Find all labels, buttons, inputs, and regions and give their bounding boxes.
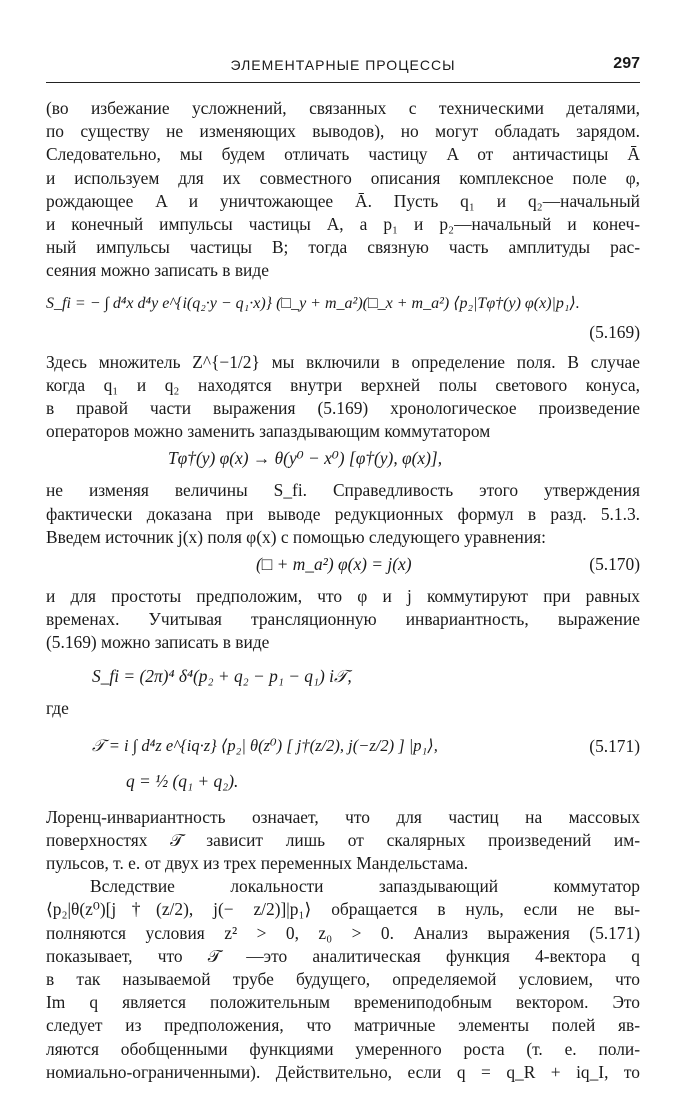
text-line: ляются обобщенными функциями умеренного роста (т. е. поли-: [46, 1038, 640, 1059]
text-line: Следовательно, мы будем отличать частицу A от античастицы Ā: [46, 144, 640, 165]
equation-5-170-formula: (□ + m_a²) φ(x) = j(x): [256, 554, 412, 575]
header-title: ЭЛЕМЕНТАРНЫЕ ПРОЦЕССЫ: [230, 57, 456, 73]
text-line: Лоренц-инвариантность означает, что для частиц на массовых: [46, 806, 640, 827]
equation-s-matrix: [46, 661, 640, 691]
equation-5-171: [46, 726, 640, 766]
text-line: показывает, что 𝒯 —это аналитическая функция 4-вектора q: [46, 945, 640, 966]
paragraph-2: [46, 351, 640, 444]
equation-5-170: [46, 549, 640, 579]
paragraph-1: [46, 97, 640, 283]
equation-commutator-formula: Tφ†(y) φ(x) → θ(y⁰ − x⁰) [φ†(y), φ(x)],: [168, 448, 443, 469]
text-line: Im q является положительным времениподобным вектором. Это: [46, 992, 640, 1013]
text-line: (5.169) можно записать в виде: [46, 632, 270, 653]
equation-5-171-formula: 𝒯 = i ∫ d⁴z e^{iq·z} ⟨p₂| θ(z⁰) [ j†(z/2), j(−z/2) ] |p₁⟩,: [92, 735, 438, 755]
text-line: Вследствие локальности запаздывающий коммутатор: [90, 876, 640, 897]
text-line: следует из предположения, что матричные элементы полей яв-: [46, 1015, 640, 1036]
text-line: поверхностях 𝒯 зависит лишь от скалярных произведений им-: [46, 829, 640, 850]
running-header: [46, 54, 640, 83]
page-number: 297: [613, 55, 640, 72]
text-line: ⟨p₂|θ(z⁰)[j†(z/2), j(− z/2)]|p₁⟩ обращается в нуль, если не вы-: [46, 899, 640, 920]
text-line: рождающее A и уничтожающее Ā. Пусть q₁ и q₂—начальный: [46, 190, 640, 211]
paragraph-5: [46, 806, 640, 876]
equation-s-matrix-formula: S_fi = (2π)⁴ δ⁴(p₂ + q₂ − p₁ − q₁) i𝒯,: [92, 665, 352, 686]
text-line: и для простоты предположим, что φ и j коммутируют при равных: [46, 586, 640, 607]
text-line: Введем источник j(x) поля φ(x) с помощью следующего уравнения:: [46, 526, 546, 547]
equation-number-5-169: (5.169): [589, 321, 640, 342]
text-line: и конечный импульсы частицы A, а p₁ и p₂—начальный и конеч-: [46, 214, 640, 235]
text-line: операторов можно заменить запаздывающим коммутатором: [46, 421, 491, 442]
paragraph-6: [46, 875, 640, 1084]
equation-number-5-170: (5.170): [589, 554, 640, 575]
text-line: по существу не изменяющих выводов), но могут обладать зарядом.: [46, 121, 640, 142]
text-line: номиально-ограниченными). Действительно, если q = q_R + iq_I, то: [46, 1061, 640, 1082]
paragraph-3: [46, 479, 640, 549]
text-line: (во избежание усложнений, связанных с техническими деталями,: [46, 98, 640, 118]
equation-5-169-formula: S_fi = − ∫ d⁴x d⁴y e^{i(q₂·y − q₁·x)} (□_y + m_a²)(□_x + m_a²) ⟨p₂|Tφ†(y) φ(x)|p₁⟩.: [46, 294, 580, 312]
text-line: фактически доказана при выводе редукционных формул в разд. 5.1.3.: [46, 503, 640, 524]
text-line: Здесь множитель Z^{−1/2} мы включили в определение поля. В случае: [46, 351, 640, 372]
text-line: пульсов, т. е. от двух из трех переменных Мандельстама.: [46, 853, 469, 874]
equation-q-definition-formula: q = ½ (q₁ + q₂).: [126, 770, 239, 791]
equation-number-5-171: (5.171): [589, 735, 640, 756]
equation-commutator: [46, 443, 640, 473]
where-word: где: [46, 697, 69, 718]
text-line: ный импульсы частицы B; тогда связную часть амплитуды рас-: [46, 237, 640, 258]
text-line: в правой части выражения (5.169) хронологическое произведение: [46, 398, 640, 419]
text-line: не изменяя величины S_fi. Справедливость этого утверждения: [46, 480, 640, 501]
text-line: в так называемой трубе будущего, определяемой условием, что: [46, 969, 640, 990]
text-line: сеяния можно записать в виде: [46, 260, 269, 281]
text-line: и используем для их совместного описания комплексное поле φ,: [46, 167, 640, 188]
text-line: когда q₁ и q₂ находятся внутри верхней полы светового конуса,: [46, 374, 640, 395]
page-body: [46, 97, 640, 1084]
text-line: временах. Учитывая трансляционную инвариантность, выражение: [46, 609, 640, 630]
paragraph-4: [46, 585, 640, 655]
equation-q-definition: [46, 766, 640, 796]
text-line: полняются условия z² > 0, z₀ > 0. Анализ выражения (5.171): [46, 922, 640, 943]
equation-5-169: [46, 289, 640, 319]
